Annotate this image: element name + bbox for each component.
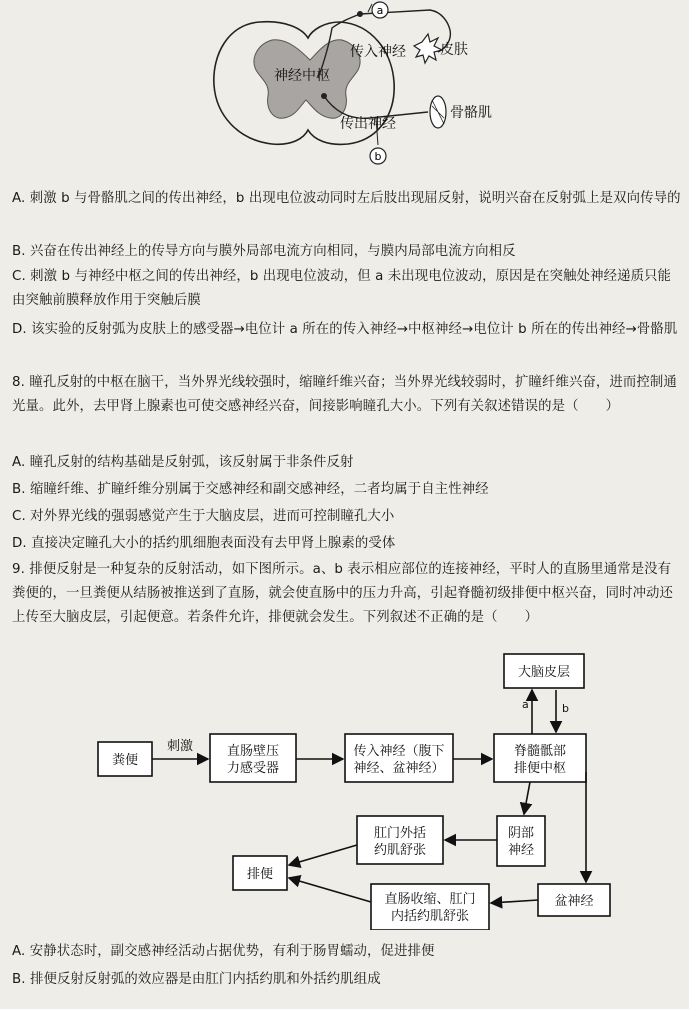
svg-text:脊髓骶部: 脊髓骶部 — [513, 744, 567, 759]
efferent-label: 传出神经 — [340, 116, 396, 132]
svg-text:b: b — [374, 150, 382, 163]
q9-stem: 9. 排便反射是一种复杂的反射活动，如下图所示。a、b 表示相应部位的连接神经，平时人的直肠里通常是没有粪便的，一旦粪便从结肠被推送到了直肠，就会使直肠中的压力升高，引起脊髓初级排便中枢兴奋，同时冲动还上传至大脑皮层，引起便意。若条件允许，排便就会发生。下列叙述不正确的是（ ） — [12, 562, 674, 625]
svg-text:排便中枢: 排便中枢 — [513, 761, 567, 776]
q8-option-c: C. 对外界光线的强弱感觉产生于大脑皮层，进而可控制瞳孔大小 — [12, 509, 395, 524]
skin-receptor — [414, 34, 442, 63]
q9-option-a: A. 安静状态时，副交感神经活动占据优势，有利于肠胃蠕动，促进排便 — [12, 944, 435, 959]
q8-option-a: A. 瞳孔反射的结构基础是反射弧，该反射属于非条件反射 — [12, 455, 354, 470]
stimulus-label: 刺激 — [166, 739, 194, 754]
svg-text:力感受器: 力感受器 — [226, 761, 280, 776]
label-b: b — [562, 702, 569, 715]
svg-text:排便: 排便 — [246, 867, 274, 882]
afferent-label: 传入神经 — [350, 44, 406, 60]
svg-text:神经、盆神经）: 神经、盆神经） — [353, 761, 445, 776]
center-label: 神经中枢 — [274, 68, 330, 84]
box-pudendal — [497, 816, 545, 866]
defecation-flowchart — [0, 640, 689, 930]
svg-text:肛门外括: 肛门外括 — [373, 826, 427, 841]
svg-text:大脑皮层: 大脑皮层 — [517, 665, 571, 680]
svg-text:直肠壁压: 直肠壁压 — [226, 744, 280, 759]
reflex-arc-diagram — [200, 0, 500, 170]
svg-text:直肠收缩、肛门: 直肠收缩、肛门 — [384, 892, 476, 907]
q8-stem: 8. 瞳孔反射的中枢在脑干，当外界光线较强时，缩瞳纤维兴奋；当外界光线较弱时，扩瞳纤维兴奋，进而控制通光量。此外，去甲肾上腺素也可使交感神经兴奋，间接影响瞳孔大小。下列有关叙述错误的是（ ） — [12, 375, 677, 414]
svg-text:约肌舒张: 约肌舒张 — [373, 843, 427, 858]
q7-option-d: D. 该实验的反射弧为皮肤上的感受器→电位计 a 所在的传入神经→中枢神经→电位计 b 所在的传出神经→骨骼肌 — [12, 322, 678, 337]
svg-text:a: a — [376, 4, 384, 17]
label-a: a — [522, 698, 529, 711]
q8-option-d: D. 直接决定瞳孔大小的括约肌细胞表面没有去甲肾上腺素的受体 — [12, 536, 396, 551]
q9-option-b: B. 排便反射反射弧的效应器是由肛门内括约肌和外括约肌组成 — [12, 972, 381, 987]
skin-label: 皮肤 — [440, 42, 468, 58]
q7-option-c: C. 刺激 b 与神经中枢之间的传出神经，b 出现电位波动，但 a 未出现电位波动，原因是在突触处神经递质只能由突触前膜释放作用于突触后膜 — [12, 269, 672, 308]
q7-option-a: A. 刺激 b 与骨骼肌之间的传出神经，b 出现电位波动同时左后肢出现屈反射，说明兴奋在反射弧上是双向传导的 — [12, 191, 681, 206]
svg-text:神经: 神经 — [507, 843, 535, 858]
svg-text:粪便: 粪便 — [111, 753, 139, 768]
muscle-label: 骨骼肌 — [450, 105, 492, 121]
svg-text:盆神经: 盆神经 — [554, 894, 594, 909]
svg-text:阴部: 阴部 — [507, 826, 535, 841]
q7-option-b: B. 兴奋在传出神经上的传导方向与膜外局部电流方向相同，与膜内局部电流方向相反 — [12, 244, 516, 259]
svg-text:内括约肌舒张: 内括约肌舒张 — [390, 909, 470, 924]
svg-text:传入神经（腹下: 传入神经（腹下 — [353, 744, 445, 759]
q8-option-b: B. 缩瞳纤维、扩瞳纤维分别属于交感神经和副交感神经，二者均属于自主性神经 — [12, 482, 489, 497]
